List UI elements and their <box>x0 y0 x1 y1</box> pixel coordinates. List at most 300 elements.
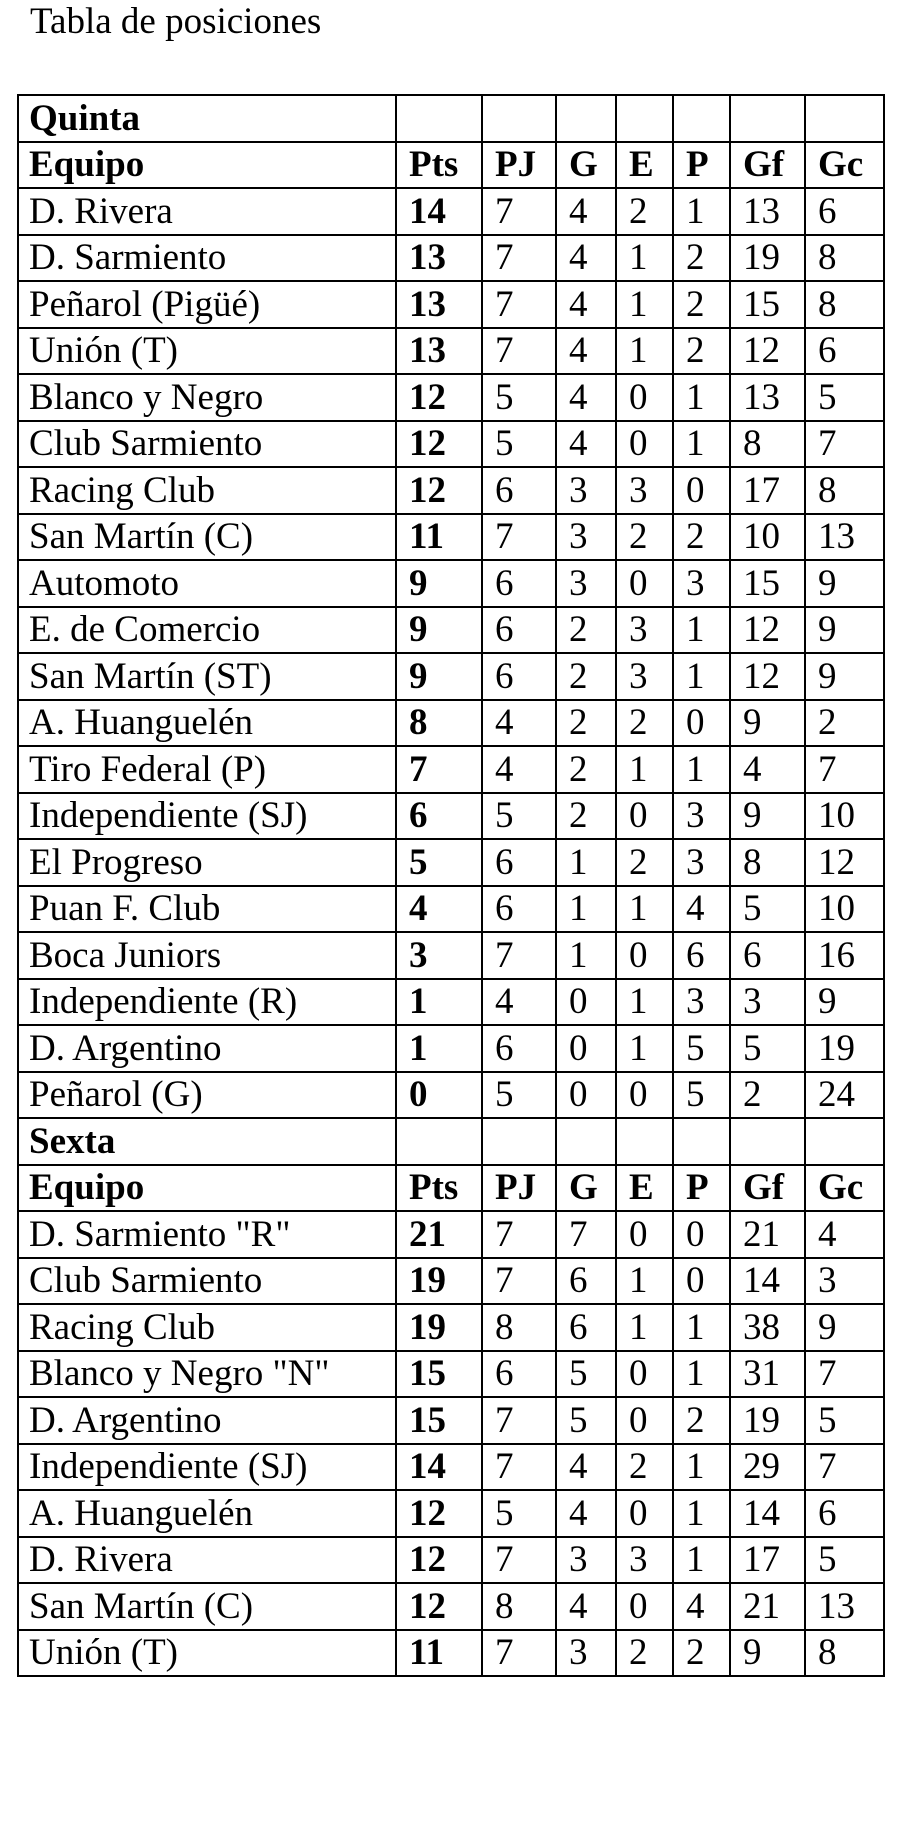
stat-cell: 12 <box>396 374 482 421</box>
stat-cell: 6 <box>805 188 884 235</box>
section-header-row <box>18 1118 884 1165</box>
stat-cell: 1 <box>556 932 616 979</box>
team-name-cell: Peñarol (Pigüé) <box>18 281 396 328</box>
stat-cell: 13 <box>730 374 805 421</box>
stat-cell: 13 <box>396 281 482 328</box>
stat-cell: 2 <box>556 653 616 700</box>
stat-cell: 0 <box>616 421 673 468</box>
table-row <box>18 421 884 468</box>
stat-cell: 4 <box>730 746 805 793</box>
stat-cell: 0 <box>616 1397 673 1444</box>
stat-cell: 4 <box>556 1444 616 1491</box>
stat-cell: 1 <box>673 746 730 793</box>
column-header: Gf <box>730 142 805 189</box>
stat-cell: 2 <box>673 1397 730 1444</box>
stat-cell: 9 <box>805 560 884 607</box>
stat-cell: 4 <box>556 1583 616 1630</box>
table-row <box>18 886 884 933</box>
stat-cell: 3 <box>673 839 730 886</box>
stat-cell: 8 <box>482 1304 556 1351</box>
stat-cell: 4 <box>556 235 616 282</box>
team-name-cell: A. Huanguelén <box>18 700 396 747</box>
stat-cell: 4 <box>673 1583 730 1630</box>
team-name-cell: Unión (T) <box>18 328 396 375</box>
stat-cell: 3 <box>556 1630 616 1677</box>
stat-cell: 10 <box>730 514 805 561</box>
stat-cell: 7 <box>805 1351 884 1398</box>
stat-cell: 0 <box>616 1211 673 1258</box>
table-row <box>18 1490 884 1537</box>
table-row <box>18 514 884 561</box>
stat-cell: 3 <box>805 1258 884 1305</box>
empty-cell <box>556 95 616 142</box>
stat-cell: 3 <box>616 653 673 700</box>
stat-cell: 17 <box>730 467 805 514</box>
table-row <box>18 653 884 700</box>
column-header: Equipo <box>18 1165 396 1212</box>
stat-cell: 2 <box>616 700 673 747</box>
stat-cell: 1 <box>673 1490 730 1537</box>
stat-cell: 1 <box>556 886 616 933</box>
stat-cell: 19 <box>805 1025 884 1072</box>
stat-cell: 12 <box>396 1537 482 1584</box>
stat-cell: 11 <box>396 514 482 561</box>
stat-cell: 13 <box>805 514 884 561</box>
table-row <box>18 932 884 979</box>
column-header: Gc <box>805 1165 884 1212</box>
empty-cell <box>673 95 730 142</box>
team-name-cell: Unión (T) <box>18 1630 396 1677</box>
team-name-cell: Peñarol (G) <box>18 1072 396 1119</box>
stat-cell: 0 <box>616 1490 673 1537</box>
stat-cell: 2 <box>730 1072 805 1119</box>
stat-cell: 1 <box>616 979 673 1026</box>
empty-cell <box>730 1118 805 1165</box>
stat-cell: 7 <box>396 746 482 793</box>
stat-cell: 2 <box>805 700 884 747</box>
stat-cell: 3 <box>556 1537 616 1584</box>
stat-cell: 3 <box>556 560 616 607</box>
stat-cell: 10 <box>805 793 884 840</box>
table-row <box>18 235 884 282</box>
stat-cell: 3 <box>616 607 673 654</box>
stat-cell: 7 <box>482 328 556 375</box>
team-name-cell: D. Argentino <box>18 1025 396 1072</box>
stat-cell: 4 <box>556 374 616 421</box>
stat-cell: 7 <box>482 281 556 328</box>
team-name-cell: Independiente (SJ) <box>18 1444 396 1491</box>
stat-cell: 19 <box>730 235 805 282</box>
stat-cell: 2 <box>616 1630 673 1677</box>
stat-cell: 2 <box>556 607 616 654</box>
stat-cell: 12 <box>805 839 884 886</box>
stat-cell: 6 <box>556 1258 616 1305</box>
stat-cell: 4 <box>556 281 616 328</box>
stat-cell: 0 <box>616 1072 673 1119</box>
stat-cell: 1 <box>616 281 673 328</box>
stat-cell: 7 <box>805 421 884 468</box>
stat-cell: 0 <box>396 1072 482 1119</box>
column-header: PJ <box>482 1165 556 1212</box>
column-header: Pts <box>396 142 482 189</box>
stat-cell: 29 <box>730 1444 805 1491</box>
stat-cell: 1 <box>673 421 730 468</box>
stat-cell: 7 <box>482 188 556 235</box>
section-header-row <box>18 95 884 142</box>
column-header-row <box>18 142 884 189</box>
table-row <box>18 1304 884 1351</box>
stat-cell: 9 <box>730 700 805 747</box>
stat-cell: 21 <box>730 1211 805 1258</box>
stat-cell: 7 <box>805 1444 884 1491</box>
stat-cell: 38 <box>730 1304 805 1351</box>
stat-cell: 1 <box>396 979 482 1026</box>
team-name-cell: Club Sarmiento <box>18 1258 396 1305</box>
stat-cell: 15 <box>730 281 805 328</box>
stat-cell: 8 <box>805 281 884 328</box>
table-row <box>18 1211 884 1258</box>
table-row <box>18 1630 884 1677</box>
table-row <box>18 793 884 840</box>
stat-cell: 9 <box>805 979 884 1026</box>
stat-cell: 1 <box>616 1025 673 1072</box>
stat-cell: 6 <box>482 560 556 607</box>
column-header: Gc <box>805 142 884 189</box>
stat-cell: 6 <box>482 653 556 700</box>
stat-cell: 8 <box>396 700 482 747</box>
section-title: Sexta <box>18 1118 396 1165</box>
stat-cell: 6 <box>482 607 556 654</box>
stat-cell: 10 <box>805 886 884 933</box>
stat-cell: 2 <box>616 514 673 561</box>
stat-cell: 19 <box>396 1258 482 1305</box>
team-name-cell: D. Rivera <box>18 188 396 235</box>
table-row <box>18 1444 884 1491</box>
stat-cell: 8 <box>730 421 805 468</box>
column-header: Gf <box>730 1165 805 1212</box>
stat-cell: 9 <box>730 1630 805 1677</box>
table-row <box>18 467 884 514</box>
stat-cell: 0 <box>556 979 616 1026</box>
stat-cell: 7 <box>482 1537 556 1584</box>
team-name-cell: Racing Club <box>18 1304 396 1351</box>
stat-cell: 2 <box>556 700 616 747</box>
stat-cell: 4 <box>556 421 616 468</box>
stat-cell: 11 <box>396 1630 482 1677</box>
stat-cell: 9 <box>396 560 482 607</box>
stat-cell: 14 <box>396 188 482 235</box>
stat-cell: 1 <box>616 886 673 933</box>
stat-cell: 5 <box>556 1351 616 1398</box>
team-name-cell: D. Rivera <box>18 1537 396 1584</box>
team-name-cell: Boca Juniors <box>18 932 396 979</box>
table-row <box>18 1025 884 1072</box>
stat-cell: 3 <box>616 467 673 514</box>
column-header: P <box>673 1165 730 1212</box>
column-header: G <box>556 142 616 189</box>
team-name-cell: San Martín (ST) <box>18 653 396 700</box>
stat-cell: 2 <box>556 793 616 840</box>
stat-cell: 21 <box>730 1583 805 1630</box>
stat-cell: 9 <box>805 653 884 700</box>
stat-cell: 6 <box>482 1025 556 1072</box>
stat-cell: 3 <box>556 514 616 561</box>
stat-cell: 1 <box>673 1444 730 1491</box>
stat-cell: 7 <box>482 1211 556 1258</box>
team-name-cell: Blanco y Negro "N" <box>18 1351 396 1398</box>
stat-cell: 7 <box>482 1397 556 1444</box>
stat-cell: 6 <box>482 839 556 886</box>
stat-cell: 14 <box>730 1258 805 1305</box>
team-name-cell: Tiro Federal (P) <box>18 746 396 793</box>
team-name-cell: D. Sarmiento <box>18 235 396 282</box>
empty-cell <box>673 1118 730 1165</box>
stat-cell: 6 <box>396 793 482 840</box>
stat-cell: 2 <box>673 1630 730 1677</box>
stat-cell: 21 <box>396 1211 482 1258</box>
stat-cell: 2 <box>616 188 673 235</box>
stat-cell: 0 <box>673 467 730 514</box>
stat-cell: 12 <box>396 1583 482 1630</box>
column-header-row <box>18 1165 884 1212</box>
stat-cell: 7 <box>482 1444 556 1491</box>
stat-cell: 9 <box>396 607 482 654</box>
stat-cell: 1 <box>673 374 730 421</box>
stat-cell: 13 <box>730 188 805 235</box>
stat-cell: 2 <box>673 281 730 328</box>
stat-cell: 4 <box>556 328 616 375</box>
table-row <box>18 374 884 421</box>
stat-cell: 12 <box>730 328 805 375</box>
table-row <box>18 328 884 375</box>
stat-cell: 3 <box>673 793 730 840</box>
stat-cell: 0 <box>616 374 673 421</box>
stat-cell: 6 <box>673 932 730 979</box>
stat-cell: 1 <box>673 607 730 654</box>
team-name-cell: D. Sarmiento "R" <box>18 1211 396 1258</box>
stat-cell: 14 <box>396 1444 482 1491</box>
stat-cell: 7 <box>556 1211 616 1258</box>
stat-cell: 1 <box>673 653 730 700</box>
stat-cell: 1 <box>673 1304 730 1351</box>
stat-cell: 12 <box>396 421 482 468</box>
stat-cell: 5 <box>673 1025 730 1072</box>
stat-cell: 2 <box>673 235 730 282</box>
empty-cell <box>616 95 673 142</box>
stat-cell: 1 <box>616 746 673 793</box>
team-name-cell: Automoto <box>18 560 396 607</box>
stat-cell: 0 <box>556 1072 616 1119</box>
table-row <box>18 839 884 886</box>
stat-cell: 1 <box>673 1537 730 1584</box>
table-row <box>18 700 884 747</box>
team-name-cell: A. Huanguelén <box>18 1490 396 1537</box>
stat-cell: 4 <box>556 1490 616 1537</box>
stat-cell: 6 <box>482 467 556 514</box>
empty-cell <box>396 1118 482 1165</box>
stat-cell: 9 <box>396 653 482 700</box>
team-name-cell: Blanco y Negro <box>18 374 396 421</box>
empty-cell <box>482 1118 556 1165</box>
stat-cell: 16 <box>805 932 884 979</box>
table-row <box>18 979 884 1026</box>
empty-cell <box>616 1118 673 1165</box>
stat-cell: 4 <box>556 188 616 235</box>
team-name-cell: Racing Club <box>18 467 396 514</box>
stat-cell: 5 <box>482 374 556 421</box>
stat-cell: 17 <box>730 1537 805 1584</box>
stat-cell: 7 <box>482 1630 556 1677</box>
stat-cell: 7 <box>805 746 884 793</box>
stat-cell: 6 <box>805 328 884 375</box>
stat-cell: 13 <box>805 1583 884 1630</box>
stat-cell: 15 <box>730 560 805 607</box>
stat-cell: 24 <box>805 1072 884 1119</box>
stat-cell: 12 <box>396 1490 482 1537</box>
team-name-cell: Independiente (R) <box>18 979 396 1026</box>
column-header: Equipo <box>18 142 396 189</box>
stat-cell: 1 <box>616 328 673 375</box>
stat-cell: 0 <box>616 793 673 840</box>
stat-cell: 0 <box>673 1258 730 1305</box>
empty-cell <box>482 95 556 142</box>
stat-cell: 2 <box>616 1444 673 1491</box>
stat-cell: 5 <box>673 1072 730 1119</box>
table-row <box>18 1258 884 1305</box>
stat-cell: 7 <box>482 1258 556 1305</box>
stat-cell: 3 <box>616 1537 673 1584</box>
stat-cell: 4 <box>396 886 482 933</box>
stat-cell: 0 <box>673 700 730 747</box>
stat-cell: 8 <box>482 1583 556 1630</box>
stat-cell: 4 <box>673 886 730 933</box>
stat-cell: 0 <box>616 1351 673 1398</box>
stat-cell: 8 <box>805 467 884 514</box>
stat-cell: 15 <box>396 1397 482 1444</box>
stat-cell: 0 <box>616 1583 673 1630</box>
stat-cell: 5 <box>396 839 482 886</box>
team-name-cell: San Martín (C) <box>18 514 396 561</box>
table-row <box>18 281 884 328</box>
empty-cell <box>805 95 884 142</box>
stat-cell: 8 <box>730 839 805 886</box>
stat-cell: 5 <box>482 421 556 468</box>
stat-cell: 5 <box>730 886 805 933</box>
section-title: Quinta <box>18 95 396 142</box>
team-name-cell: Independiente (SJ) <box>18 793 396 840</box>
stat-cell: 3 <box>556 467 616 514</box>
stat-cell: 9 <box>730 793 805 840</box>
team-name-cell: San Martín (C) <box>18 1583 396 1630</box>
column-header: E <box>616 142 673 189</box>
stat-cell: 0 <box>556 1025 616 1072</box>
stat-cell: 5 <box>805 1397 884 1444</box>
stat-cell: 7 <box>482 514 556 561</box>
stat-cell: 8 <box>805 1630 884 1677</box>
table-row <box>18 1537 884 1584</box>
stat-cell: 5 <box>805 1537 884 1584</box>
empty-cell <box>805 1118 884 1165</box>
stat-cell: 1 <box>616 1258 673 1305</box>
stat-cell: 5 <box>482 1490 556 1537</box>
stat-cell: 31 <box>730 1351 805 1398</box>
empty-cell <box>730 95 805 142</box>
stat-cell: 9 <box>805 607 884 654</box>
team-name-cell: El Progreso <box>18 839 396 886</box>
stat-cell: 12 <box>730 607 805 654</box>
stat-cell: 3 <box>396 932 482 979</box>
stat-cell: 3 <box>673 979 730 1026</box>
stat-cell: 6 <box>805 1490 884 1537</box>
stat-cell: 15 <box>396 1351 482 1398</box>
table-row <box>18 1397 884 1444</box>
table-row <box>18 1072 884 1119</box>
team-name-cell: E. de Comercio <box>18 607 396 654</box>
stat-cell: 1 <box>396 1025 482 1072</box>
stat-cell: 5 <box>482 1072 556 1119</box>
stat-cell: 1 <box>673 188 730 235</box>
stat-cell: 6 <box>730 932 805 979</box>
table-row <box>18 1351 884 1398</box>
team-name-cell: Puan F. Club <box>18 886 396 933</box>
stat-cell: 4 <box>482 746 556 793</box>
column-header: P <box>673 142 730 189</box>
column-header: E <box>616 1165 673 1212</box>
stat-cell: 8 <box>805 235 884 282</box>
stat-cell: 0 <box>673 1211 730 1258</box>
stat-cell: 0 <box>616 560 673 607</box>
standings-table <box>17 94 885 1677</box>
stat-cell: 1 <box>616 235 673 282</box>
stat-cell: 3 <box>730 979 805 1026</box>
empty-cell <box>396 95 482 142</box>
stat-cell: 1 <box>673 1351 730 1398</box>
stat-cell: 5 <box>805 374 884 421</box>
empty-cell <box>556 1118 616 1165</box>
stat-cell: 2 <box>673 514 730 561</box>
table-row <box>18 607 884 654</box>
stat-cell: 3 <box>673 560 730 607</box>
stat-cell: 6 <box>482 886 556 933</box>
stat-cell: 19 <box>730 1397 805 1444</box>
stat-cell: 6 <box>482 1351 556 1398</box>
table-row <box>18 560 884 607</box>
stat-cell: 2 <box>616 839 673 886</box>
table-row <box>18 746 884 793</box>
stat-cell: 14 <box>730 1490 805 1537</box>
stat-cell: 1 <box>616 1304 673 1351</box>
stat-cell: 19 <box>396 1304 482 1351</box>
stat-cell: 7 <box>482 932 556 979</box>
stat-cell: 1 <box>556 839 616 886</box>
stat-cell: 13 <box>396 328 482 375</box>
stat-cell: 5 <box>482 793 556 840</box>
column-header: Pts <box>396 1165 482 1212</box>
stat-cell: 0 <box>616 932 673 979</box>
stat-cell: 4 <box>482 979 556 1026</box>
column-header: PJ <box>482 142 556 189</box>
stat-cell: 5 <box>556 1397 616 1444</box>
stat-cell: 2 <box>556 746 616 793</box>
team-name-cell: Club Sarmiento <box>18 421 396 468</box>
column-header: G <box>556 1165 616 1212</box>
stat-cell: 12 <box>730 653 805 700</box>
team-name-cell: D. Argentino <box>18 1397 396 1444</box>
stat-cell: 12 <box>396 467 482 514</box>
stat-cell: 2 <box>673 328 730 375</box>
stat-cell: 5 <box>730 1025 805 1072</box>
stat-cell: 7 <box>482 235 556 282</box>
